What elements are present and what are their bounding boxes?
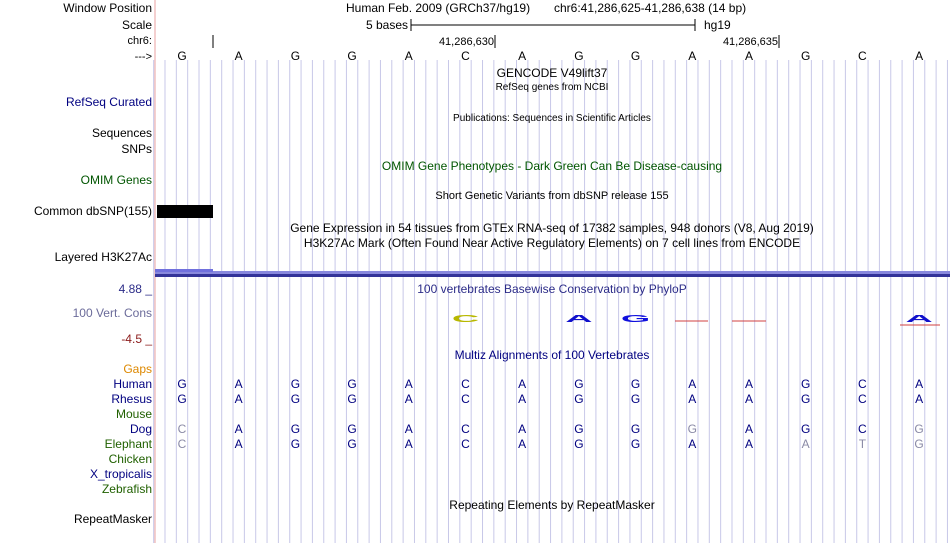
alignment-base: A: [234, 437, 243, 451]
dbsnp-title[interactable]: Short Genetic Variants from dbSNP release 155: [435, 190, 669, 202]
coord-tick-1: 41,286,630: [438, 36, 494, 48]
cons-min-label: -4.5 _: [121, 332, 152, 346]
omim-title[interactable]: OMIM Gene Phenotypes - Dark Green Can Be Disease-causing: [381, 159, 723, 173]
gtex-title[interactable]: Gene Expression in 54 tissues from GTEx RNA-seq of 17382 samples, 948 donors (V8, Aug 2019): [290, 221, 814, 235]
cons-glyph-a-3: A: [905, 313, 933, 325]
alignment-base: A: [688, 392, 697, 406]
sequence-base: A: [688, 49, 697, 63]
repeatmasker-title[interactable]: Repeating Elements by RepeatMasker: [449, 498, 655, 512]
alignment-base: A: [234, 422, 243, 436]
alignment-base: G: [290, 392, 301, 406]
alignment-base: G: [801, 422, 811, 436]
alignment-base: G: [177, 377, 187, 391]
sequence-base: A: [404, 49, 413, 63]
gaps-label[interactable]: Gaps: [123, 362, 152, 376]
species-label-human[interactable]: Human: [113, 377, 152, 391]
alignment-base: G: [801, 377, 811, 391]
h3k27ac-title[interactable]: H3K27Ac Mark (Often Found Near Active Regulatory Elements) on 7 cell lines from ENCODE: [303, 236, 801, 250]
publications-title[interactable]: Publications: Sequences in Scientific Articles: [453, 113, 651, 124]
species-label-mouse[interactable]: Mouse: [115, 407, 152, 421]
species-label-zebrafish[interactable]: Zebrafish: [101, 482, 152, 496]
chrom-label: chr6:: [127, 35, 152, 47]
h3k27ac-signal-peak: [155, 269, 213, 272]
alignment-base: A: [404, 437, 413, 451]
sequence-base: G: [801, 49, 811, 63]
omim-label[interactable]: OMIM Genes: [80, 173, 152, 187]
alignment-base: G: [347, 377, 357, 391]
sequences-label[interactable]: Sequences: [91, 126, 152, 140]
alignment-base: G: [630, 377, 641, 391]
alignment-base: A: [404, 422, 413, 436]
alignment-base: A: [518, 377, 527, 391]
alignment-base: A: [518, 392, 527, 406]
repeatmasker-label[interactable]: RepeatMasker: [73, 512, 152, 526]
alignment-base: A: [744, 437, 753, 451]
sequence-base: G: [177, 49, 187, 63]
sequence-base: G: [290, 49, 301, 63]
h3k27ac-signal-band: [155, 271, 950, 274]
h3k27ac-signal-line: [155, 274, 950, 277]
sequence-base: C: [858, 49, 867, 63]
cons-glyph-g-2: G: [620, 313, 651, 325]
alignment-base: A: [688, 377, 697, 391]
alignment-base: G: [290, 437, 301, 451]
assembly-text: Human Feb. 2009 (GRCh37/hg19): [346, 1, 531, 15]
alignment-base: C: [858, 377, 867, 391]
refseq-label[interactable]: RefSeq Curated: [65, 95, 152, 109]
cons-max-label: 4.88 _: [118, 282, 152, 296]
sequence-base: A: [915, 49, 924, 63]
alignment-base: C: [461, 377, 470, 391]
gencode-title[interactable]: GENCODE V49lift37: [496, 66, 608, 80]
scale-db-text: hg19: [704, 18, 731, 32]
alignment-base: G: [914, 437, 924, 451]
alignment-base: A: [234, 392, 243, 406]
alignment-base: A: [744, 377, 753, 391]
refseq-title[interactable]: RefSeq genes from NCBI: [495, 82, 609, 93]
alignment-base: G: [687, 422, 697, 436]
position-text: chr6:41,286,625-41,286,638 (14 bp): [554, 1, 747, 15]
dbsnp-variant-block[interactable]: [157, 205, 213, 218]
sequence-base: A: [744, 49, 753, 63]
alignment-base: G: [574, 377, 584, 391]
strand-label: --->: [134, 51, 152, 63]
alignment-base: C: [461, 392, 470, 406]
window-position-label: Window Position: [63, 1, 152, 15]
sequence-base: G: [630, 49, 641, 63]
alignment-base: A: [915, 392, 924, 406]
alignment-base: G: [177, 392, 187, 406]
species-label-chicken[interactable]: Chicken: [108, 452, 152, 466]
cons-glyph-a-1: A: [565, 313, 593, 325]
alignment-base: G: [347, 392, 357, 406]
cons-glyph-c-0: C: [451, 313, 480, 325]
scale-bases-text: 5 bases: [365, 18, 408, 32]
alignment-base: G: [574, 422, 584, 436]
alignment-base: C: [177, 422, 187, 436]
alignment-base: A: [688, 437, 697, 451]
alignment-base: G: [914, 422, 924, 436]
alignment-base: C: [177, 437, 187, 451]
sequence-base: G: [574, 49, 584, 63]
alignment-base: C: [858, 422, 867, 436]
alignment-base: A: [915, 377, 924, 391]
alignment-base: G: [290, 422, 301, 436]
alignment-base: A: [518, 422, 527, 436]
alignment-base: G: [574, 392, 584, 406]
species-label-rhesus[interactable]: Rhesus: [111, 392, 152, 406]
dbsnp-label[interactable]: Common dbSNP(155): [33, 204, 152, 218]
multiz-title[interactable]: Multiz Alignments of 100 Vertebrates: [454, 348, 650, 362]
alignment-base: A: [801, 437, 810, 451]
alignment-base: A: [744, 392, 753, 406]
h3k27ac-label[interactable]: Layered H3K27Ac: [54, 250, 152, 264]
species-label-elephant[interactable]: Elephant: [104, 437, 152, 451]
alignment-base: G: [630, 422, 641, 436]
alignment-base: G: [574, 437, 584, 451]
species-label-dog[interactable]: Dog: [129, 422, 152, 436]
sequence-base: A: [234, 49, 243, 63]
sequence-base: C: [461, 49, 470, 63]
cons-label[interactable]: 100 Vert. Cons: [72, 306, 152, 320]
alignment-base: G: [801, 392, 811, 406]
alignment-base: T: [858, 437, 867, 451]
alignment-base: C: [858, 392, 867, 406]
scale-label: Scale: [121, 18, 152, 32]
species-label-x_tropicalis[interactable]: X_tropicalis: [89, 467, 152, 481]
alignment-base: C: [461, 437, 470, 451]
alignment-base: G: [347, 422, 357, 436]
phylop-title[interactable]: 100 vertebrates Basewise Conservation by PhyloP: [417, 282, 687, 296]
alignment-base: A: [234, 377, 243, 391]
alignment-base: A: [744, 422, 753, 436]
snps-label[interactable]: SNPs: [121, 142, 152, 156]
alignment-base: A: [404, 377, 413, 391]
sequence-base: A: [518, 49, 527, 63]
alignment-base: G: [290, 377, 301, 391]
sequence-base: G: [347, 49, 357, 63]
alignment-base: C: [461, 422, 470, 436]
alignment-base: G: [630, 392, 641, 406]
alignment-base: A: [404, 392, 413, 406]
alignment-base: G: [630, 437, 641, 451]
coord-tick-2: 41,286,635: [722, 36, 778, 48]
alignment-base: A: [518, 437, 527, 451]
alignment-base: G: [347, 437, 357, 451]
